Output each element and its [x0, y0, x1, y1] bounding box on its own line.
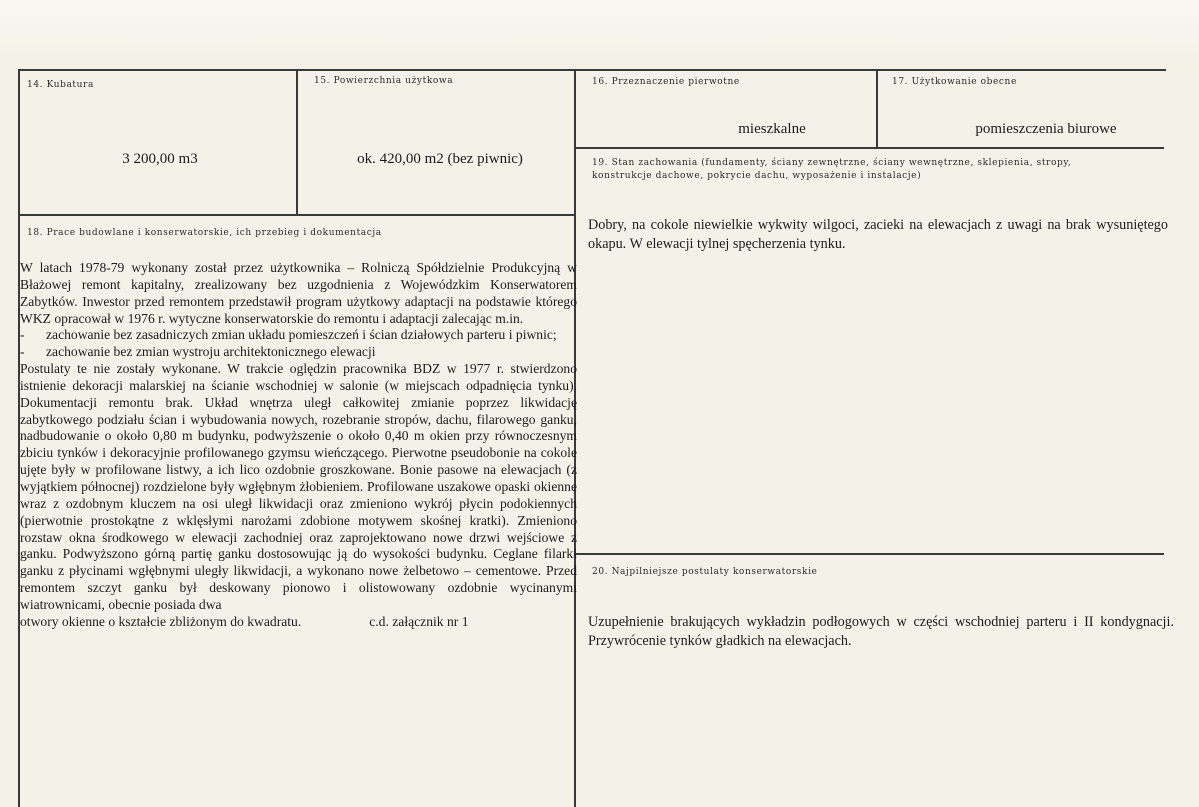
przeznaczenie-label: 16. Przeznaczenie pierwotne [592, 77, 740, 87]
postulaty-text: Uzupełnienie brakujących wykładzin podłogowych w części wschodniej parteru i II kondygnacji. Przywrócenie tynków gładkich na elewacjach. [588, 614, 1174, 649]
row-top-rule [18, 69, 1166, 71]
uzytkowanie-label: 17. Użytkowanie obecne [892, 77, 1017, 87]
uzytkowanie-value: pomieszczenia biurowe [975, 121, 1117, 137]
prace-body: Postulaty te nie zostały wykonane. W trakcie oględzin pracownika BDZ w 1977 r. stwierdzono istnienie dekoracji malarskiej na ścianie wschodniej w salonie (w miejscach odpadnięcia tynku). Dokumentacji remontu brak. Układ wnętrza uległ całkowitej zmianie poprzez likwidację zabytkowego podziału ścian i wybudowania nowych, rozebranie stropów, dachu, filarowego ganku, nadbudowanie o około 0,80 m budynku, podwyższenie o około 0,40 m okien przy równoczesnym zbiciu tynków i dekoracyjnie profilowanego gzymsu wieńczącego. Pierwotne pseudobonie na cokole ujęte były w profilowane listwy, a ich lico ozdobnie groszkowane. Bonie pasowe na elewacjach (z wyjątkiem północnej) rozdzielone były wgłębnym żłobieniem. Profilowane uszakowe opaski okienne wraz z ozdobnym kluczem na osi uległ likwidacji oraz zmieniono wykrój płycin podokiennych (pierwotnie prostokątne z wklęsłymi narożami zdobione motywem skośnej kratki). Zmieniono rozstaw okna środkowego w elewacji zachodniej oraz zaprojektowano nowe drzwi wejściowe z ganku. Podwyższono górną partię ganku dostosowując ją do wysokości budynku. Ceglane filarki ganku z płycinami wgłębnymi uległy likwidacji, a wykonano nowe żelbetowo – cementowe. Przed remontem szczyt ganku był deskowany pionowo i olistowowany ozdobnie wycinanymi wiatrownicami, obecnie posiada dwa [20, 361, 577, 612]
prace-last-line: otwory okienne o kształcie zbliżonym do kwadratu. c.d. załącznik nr 1 [20, 613, 469, 629]
prace-budowlane-text [20, 260, 577, 631]
stan-zachowania-text: Dobry, na cokole niewielkie wykwity wilgoci, zacieki na elewacjach z uwagi na brak wysuniętego okapu. W elewacji tylnej spęcherzenia tynku. [588, 217, 1168, 252]
kubatura-value: 3 200,00 m3 [122, 151, 198, 167]
przeznaczenie-value: mieszkalne [738, 121, 806, 137]
row-19-rule-right [574, 147, 1164, 149]
prace-bullet: - zachowanie bez zasadniczych zmian układu pomieszczeń i ścian działowych parteru i piwnic; [20, 327, 557, 343]
postulaty-label: 20. Najpilniejsze postulaty konserwatorskie [592, 567, 818, 577]
powierzchnia-value: ok. 420,00 m2 (bez piwnic) [357, 151, 523, 167]
row-20-rule-right [574, 553, 1164, 555]
prace-bullet: - zachowanie bez zmian wystroju architektonicznego elewacji [20, 344, 376, 360]
prace-intro: W latach 1978-79 wykonany został przez użytkownika – Rolniczą Spółdzielnie Produkcyjną w Błażowej remont kapitalny, zrealizowany bez uzgodnienia z Wojewódzkim Konserwatorem Zabytków. Inwestor przed remontem przedstawił program użytkowy adaptacji na podstawie którego WKZ opracował w 1976 r. wytyczne konserwatorskie do remontu i adaptacji zalecając m.in. [20, 260, 577, 326]
kubatura-label: 14. Kubatura [27, 80, 94, 90]
page-top-margin [0, 0, 1199, 70]
continuation-note: c.d. załącznik nr 1 [369, 613, 469, 629]
divider-14-15 [296, 69, 298, 215]
stan-zachowania-label: 19. Stan zachowania (fundamenty, ściany zewnętrzne, ściany wewnętrzne, sklepienia, stropy, konstrukcje dachowe, pokrycie dachu, wyposażenie i instalacje) [592, 158, 1072, 181]
prace-budowlane-label: 18. Prace budowlane i konserwatorskie, ich przebieg i dokumentacja [27, 228, 382, 238]
powierzchnia-label: 15. Powierzchnia użytkowa [314, 76, 454, 86]
